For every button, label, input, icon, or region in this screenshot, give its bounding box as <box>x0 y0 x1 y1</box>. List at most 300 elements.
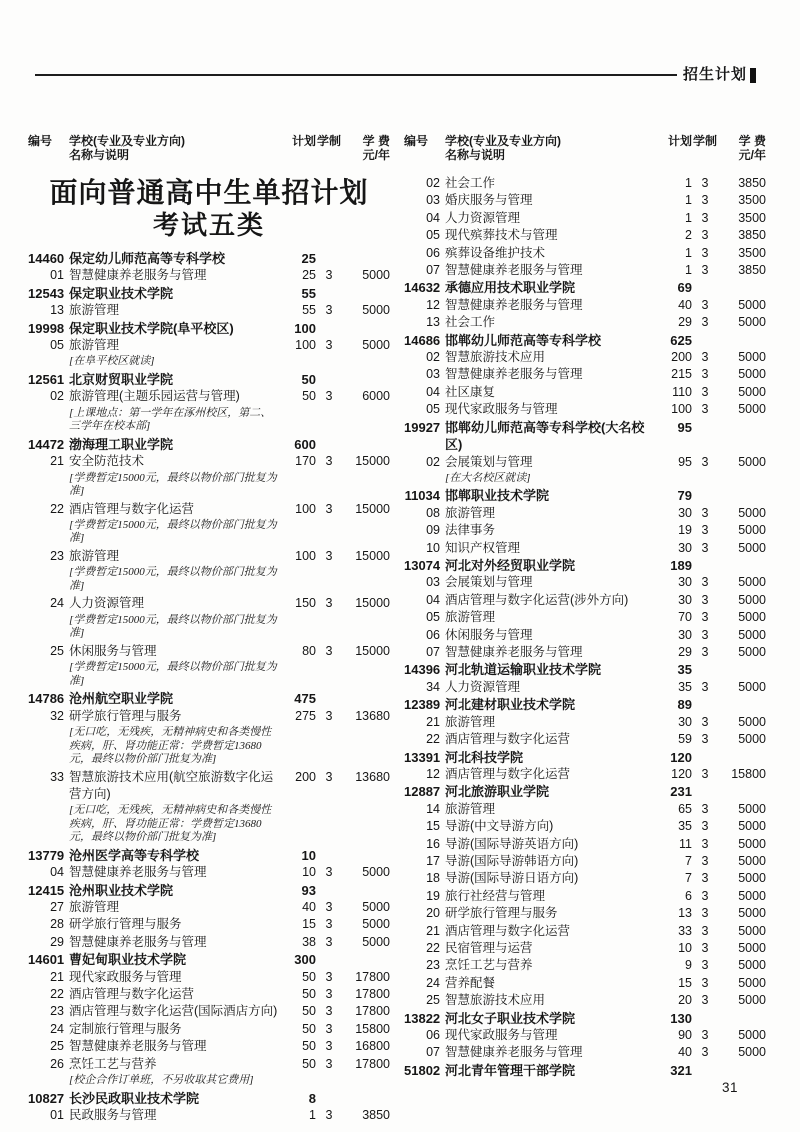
major-name <box>440 349 658 366</box>
years-value: 3 <box>701 732 709 747</box>
major-name <box>440 262 658 279</box>
name-text: 渤海理工职业学院 <box>69 436 174 452</box>
plan-value: 150 <box>295 596 316 611</box>
major-row <box>404 957 766 974</box>
major-name <box>440 818 658 835</box>
major-row <box>28 501 390 548</box>
major-code: 29 <box>50 934 64 949</box>
section-title-line1: 面向普通高中生单招计划 <box>49 178 369 209</box>
rows-right <box>404 175 766 1079</box>
major-name <box>440 644 658 661</box>
years-value: 3 <box>325 454 333 469</box>
major-code: 02 <box>426 176 440 190</box>
plan-value: 35 <box>677 662 692 678</box>
school-row <box>404 419 766 454</box>
major-row <box>404 714 766 731</box>
school-code: 12543 <box>28 285 65 301</box>
fee-value: 5000 <box>738 975 766 990</box>
years-value: 3 <box>701 1028 709 1042</box>
major-row <box>404 175 766 192</box>
fee-value: 3500 <box>738 193 766 208</box>
major-name <box>64 916 282 933</box>
note-line: [校企合作订单班，不另收取其它费用] <box>69 1074 254 1087</box>
school-name <box>440 1062 658 1079</box>
years-value: 3 <box>325 596 333 611</box>
major-row <box>404 836 766 853</box>
years-value: 3 <box>701 505 709 520</box>
name-text: 烹饪工艺与营养 <box>445 958 533 973</box>
page-header <box>35 66 756 84</box>
major-code: 16 <box>426 836 440 851</box>
fee-value: 5000 <box>738 454 766 469</box>
major-name <box>64 643 282 690</box>
years-value: 3 <box>701 627 709 642</box>
plan-value: 8 <box>308 1090 316 1106</box>
name-text: 酒店管理与数字化运营 <box>445 923 571 938</box>
plan-value: 100 <box>295 548 316 563</box>
major-name <box>64 595 282 642</box>
plan-value: 7 <box>685 871 692 886</box>
school-name <box>64 250 282 267</box>
plan-value: 30 <box>678 540 692 555</box>
school-code: 12415 <box>28 882 65 898</box>
major-code: 24 <box>426 975 440 990</box>
school-name <box>440 557 658 574</box>
years-value: 3 <box>701 176 709 190</box>
name-text: 智慧旅游技术应用(航空旅游数字化运营方向) <box>69 769 274 801</box>
years-value: 3 <box>701 993 709 1008</box>
name-text: 旅游管理 <box>69 338 120 353</box>
major-name <box>440 384 658 401</box>
fee-value: 5000 <box>738 819 766 834</box>
years-value: 3 <box>325 1108 333 1122</box>
name-text: 旅游管理 <box>69 548 120 563</box>
plan-value: 15 <box>302 917 316 932</box>
major-code: 05 <box>426 228 440 243</box>
school-code: 13391 <box>404 749 441 765</box>
plan-value: 30 <box>678 627 692 642</box>
school-code: 12561 <box>28 371 65 387</box>
plan-value: 19 <box>678 523 692 538</box>
col-header-name <box>440 134 658 162</box>
years-value: 3 <box>701 819 709 834</box>
major-name <box>64 864 282 881</box>
major-name <box>440 975 658 992</box>
years-value: 3 <box>325 1039 333 1054</box>
school-row <box>28 436 390 453</box>
plan-value: 29 <box>678 645 692 660</box>
name-text: 北京财贸职业学院 <box>69 371 174 387</box>
major-code: 24 <box>50 596 64 611</box>
page-number: 31 <box>722 1080 739 1095</box>
fee-value: 5000 <box>738 836 766 851</box>
fee-value: 6000 <box>362 389 390 404</box>
fee-value: 5000 <box>738 732 766 747</box>
major-code: 04 <box>50 865 64 880</box>
major-code: 21 <box>50 969 64 984</box>
name-text: 休闲服务与管理 <box>69 643 157 658</box>
major-code: 24 <box>50 1021 64 1036</box>
plan-value: 100 <box>295 338 316 353</box>
major-name <box>440 992 658 1009</box>
school-row <box>404 557 766 574</box>
major-name <box>440 940 658 957</box>
name-text: 智慧健康养老服务与管理 <box>69 865 207 880</box>
major-name <box>64 1107 282 1124</box>
name-text: 现代家政服务与管理 <box>69 969 182 984</box>
name-text: 导游(国际导游韩语方向) <box>445 853 579 868</box>
fee-value: 5000 <box>738 315 766 330</box>
major-row <box>28 986 390 1003</box>
fee-value: 5000 <box>738 1028 766 1042</box>
major-name <box>64 267 282 284</box>
name-text: 曹妃甸职业技术学院 <box>69 952 187 968</box>
name-text: 酒店管理与数字化运营 <box>69 987 195 1002</box>
name-text: 河北旅游职业学院 <box>445 784 550 800</box>
name-text: 河北青年管理干部学院 <box>445 1062 576 1078</box>
major-code: 02 <box>426 350 440 365</box>
school-row <box>404 332 766 349</box>
years-value: 3 <box>701 523 709 538</box>
plan-value: 25 <box>301 251 316 266</box>
name-text: 承德应用技术职业学院 <box>445 280 576 296</box>
plan-value: 275 <box>295 708 316 723</box>
major-code: 08 <box>426 505 440 520</box>
name-text: 定制旅行管理与服务 <box>69 1021 182 1036</box>
plan-value: 110 <box>672 384 692 399</box>
plan-value: 30 <box>678 592 692 607</box>
major-code: 04 <box>426 210 440 225</box>
name-text: 酒店管理与数字化运营 <box>69 501 195 516</box>
name-text: 导游(国际导游英语方向) <box>445 836 579 851</box>
school-row <box>28 1090 390 1107</box>
fee-value: 5000 <box>738 714 766 729</box>
school-row <box>404 783 766 800</box>
major-name <box>440 957 658 974</box>
school-row <box>404 279 766 296</box>
plan-value: 1 <box>685 263 692 278</box>
years-value: 3 <box>325 548 333 563</box>
fee-value: 17800 <box>355 987 390 1002</box>
school-row <box>404 1010 766 1027</box>
header-label: 招生计划 <box>682 66 747 83</box>
col-header-fee <box>718 134 766 162</box>
fee-value: 15800 <box>731 766 766 781</box>
major-row <box>404 818 766 835</box>
plan-value: 50 <box>302 1039 316 1054</box>
fee-value: 5000 <box>738 627 766 642</box>
name-text: 研学旅行管理与服务 <box>69 708 182 723</box>
years-value: 3 <box>701 871 709 886</box>
major-code: 25 <box>50 1039 64 1054</box>
fee-value: 5000 <box>738 940 766 955</box>
major-row <box>404 923 766 940</box>
two-column-layout <box>28 130 767 1124</box>
school-name <box>64 285 282 302</box>
col-header-years: 学制 <box>692 134 717 148</box>
years-value: 3 <box>701 645 709 660</box>
name-text: 智慧健康养老服务与管理 <box>445 297 583 312</box>
major-code: 27 <box>50 900 64 915</box>
major-name <box>64 934 282 951</box>
fee-value: 5000 <box>738 350 766 365</box>
major-code: 09 <box>426 523 440 538</box>
name-text: 人力资源管理 <box>445 210 521 225</box>
school-code: 13779 <box>28 847 65 863</box>
major-name <box>64 969 282 986</box>
school-name <box>440 487 658 504</box>
major-name <box>64 1056 282 1090</box>
major-row <box>28 453 390 500</box>
years-value: 3 <box>701 210 709 225</box>
years-value: 3 <box>701 297 709 312</box>
years-value: 3 <box>701 263 709 278</box>
major-code: 04 <box>426 384 440 399</box>
years-value: 3 <box>325 865 333 880</box>
school-row <box>28 371 390 388</box>
major-code: 03 <box>426 193 440 208</box>
plan-value: 33 <box>678 923 692 938</box>
school-row <box>28 882 390 899</box>
fee-value: 15000 <box>355 548 390 563</box>
major-name <box>440 609 658 626</box>
years-value: 3 <box>325 934 333 949</box>
plan-value: 20 <box>678 993 692 1008</box>
years-value: 3 <box>701 350 709 365</box>
years-value: 3 <box>701 958 709 973</box>
major-row <box>404 975 766 992</box>
major-name <box>440 731 658 748</box>
major-name <box>440 801 658 818</box>
name-text: 保定幼儿师范高等专科学校 <box>69 251 226 266</box>
plan-value: 50 <box>302 1056 316 1071</box>
major-row <box>28 643 390 690</box>
plan-value: 600 <box>294 436 316 452</box>
school-name <box>64 882 282 899</box>
name-text: 智慧健康养老服务与管理 <box>445 367 583 382</box>
major-name <box>64 986 282 1003</box>
major-row <box>404 627 766 644</box>
fee-value: 5000 <box>362 303 390 318</box>
years-value: 3 <box>701 836 709 851</box>
name-text: 烹饪工艺与营养 <box>69 1056 157 1071</box>
major-code: 07 <box>426 1045 440 1060</box>
school-name <box>440 749 658 766</box>
major-name <box>440 366 658 383</box>
fee-value: 17800 <box>355 1004 390 1019</box>
major-name <box>440 540 658 557</box>
name-text: 导游(中文导游方向) <box>445 819 554 834</box>
plan-value: 6 <box>685 888 692 903</box>
name-text: 旅游管理 <box>445 714 496 729</box>
rows-left <box>28 250 390 1124</box>
plan-value: 89 <box>677 697 692 713</box>
plan-value: 625 <box>670 332 692 348</box>
fee-value: 5000 <box>738 505 766 520</box>
col-header-name-line1: 学校(专业及专业方向) <box>69 134 185 148</box>
fee-value: 5000 <box>738 402 766 417</box>
name-text: 河北轨道运输职业技术学院 <box>445 662 602 678</box>
major-row <box>404 192 766 209</box>
note-line: [在阜平校区就读] <box>69 355 155 368</box>
name-text: 现代殡葬技术与管理 <box>445 228 558 243</box>
plan-value: 1 <box>685 193 692 208</box>
years-value: 3 <box>701 1045 709 1060</box>
years-value: 3 <box>325 1021 333 1036</box>
fee-value: 15000 <box>355 643 390 658</box>
name-text: 智慧旅游技术应用 <box>445 993 546 1008</box>
major-code: 21 <box>50 454 64 469</box>
school-row <box>404 661 766 678</box>
plan-value: 59 <box>678 732 692 747</box>
major-code: 13 <box>426 315 440 330</box>
school-code: 14472 <box>28 436 65 452</box>
major-code: 22 <box>426 732 440 747</box>
fee-value: 5000 <box>362 865 390 880</box>
major-row <box>404 522 766 539</box>
years-value: 3 <box>325 643 333 658</box>
plan-value: 29 <box>678 315 692 330</box>
major-row <box>28 708 390 769</box>
name-text: 研学旅行管理与服务 <box>445 906 558 921</box>
plan-value: 100 <box>671 402 692 417</box>
major-name <box>64 769 282 847</box>
major-row <box>404 853 766 870</box>
plan-value: 100 <box>295 501 316 516</box>
major-code: 18 <box>426 871 440 886</box>
name-text: 安全防范技术 <box>69 454 145 469</box>
major-name <box>440 905 658 922</box>
years-value: 3 <box>325 969 333 984</box>
fee-value: 13680 <box>355 708 390 723</box>
school-name <box>64 847 282 864</box>
school-code: 14601 <box>28 952 65 968</box>
name-text: 保定职业技术学院 <box>69 285 174 301</box>
plan-value: 30 <box>678 505 692 520</box>
school-name <box>64 690 282 707</box>
years-value: 3 <box>701 940 709 955</box>
plan-value: 40 <box>678 297 692 312</box>
school-code: 14686 <box>404 332 441 348</box>
name-text: 现代家政服务与管理 <box>445 1028 558 1042</box>
school-name <box>440 783 658 800</box>
col-header-name <box>64 134 282 162</box>
name-text: 酒店管理与数字化运营 <box>445 766 571 781</box>
plan-value: 25 <box>302 268 316 283</box>
fee-value: 16800 <box>355 1039 390 1054</box>
plan-value: 30 <box>678 575 692 590</box>
col-header-years: 学制 <box>316 134 341 148</box>
note-line: [无口吃，无残疾，无精神病史和各类慢性疾病，肝、肾功能正常：学费暂定13680元，最终以物价部门批复为准] <box>69 726 272 765</box>
name-text: 旅游管理 <box>445 505 496 520</box>
years-value: 3 <box>325 1004 333 1019</box>
col-header-name-line2: 名称与说明 <box>69 148 130 162</box>
major-code: 13 <box>50 303 64 318</box>
major-row <box>404 262 766 279</box>
name-text: 酒店管理与数字化运营(涉外方向) <box>445 592 629 607</box>
years-value: 3 <box>701 367 709 382</box>
col-header-code: 编号 <box>28 134 53 148</box>
major-row <box>404 592 766 609</box>
name-text: 会展策划与管理 <box>445 454 533 469</box>
fee-value: 5000 <box>738 384 766 399</box>
major-name <box>64 1003 282 1020</box>
header-bar-icon <box>750 68 756 83</box>
major-row <box>404 1044 766 1061</box>
plan-value: 1 <box>685 245 692 260</box>
fee-value: 5000 <box>362 338 390 353</box>
plan-value: 130 <box>670 1010 692 1026</box>
plan-value: 120 <box>670 749 692 765</box>
name-text: 河北对外经贸职业学院 <box>445 558 576 574</box>
major-name <box>440 401 658 418</box>
major-code: 26 <box>50 1056 64 1071</box>
name-text: 旅游管理(主题乐园运营与管理) <box>69 389 240 404</box>
major-name <box>64 337 282 371</box>
years-value: 3 <box>325 987 333 1002</box>
plan-value: 35 <box>678 819 692 834</box>
major-row <box>404 210 766 227</box>
plan-value: 55 <box>302 303 316 318</box>
name-text: 导游(国际导游日语方向) <box>445 871 579 886</box>
years-value: 3 <box>701 193 709 208</box>
name-text: 河北女子职业技术学院 <box>445 1010 576 1026</box>
school-code: 14396 <box>404 662 441 678</box>
years-value: 3 <box>325 501 333 516</box>
major-row <box>404 992 766 1009</box>
school-name <box>440 279 658 296</box>
years-value: 3 <box>701 384 709 399</box>
school-code: 14786 <box>28 691 65 707</box>
fee-value: 5000 <box>362 934 390 949</box>
name-text: 智慧旅游技术应用 <box>445 350 546 365</box>
major-code: 20 <box>426 906 440 921</box>
plan-value: 70 <box>678 610 692 625</box>
plan-value: 30 <box>678 714 692 729</box>
school-name <box>64 436 282 453</box>
plan-value: 80 <box>302 643 316 658</box>
fee-value: 5000 <box>738 853 766 868</box>
major-name <box>440 522 658 539</box>
school-code: 13822 <box>404 1010 441 1026</box>
note-line: [学费暂定15000元，最终以物价部门批复为准] <box>69 661 277 687</box>
years-value: 3 <box>701 575 709 590</box>
school-row <box>404 696 766 713</box>
years-value: 3 <box>325 303 333 318</box>
fee-value: 15000 <box>355 501 390 516</box>
name-text: 旅游管理 <box>445 610 496 625</box>
plan-value: 9 <box>685 958 692 973</box>
years-value: 3 <box>325 708 333 723</box>
name-text: 河北科技学院 <box>445 749 524 765</box>
name-text: 智慧健康养老服务与管理 <box>69 934 207 949</box>
major-code: 32 <box>50 708 64 723</box>
major-name <box>440 1027 658 1044</box>
fee-value: 5000 <box>738 297 766 312</box>
major-row <box>28 302 390 319</box>
note-line: [上课地点：第一学年在涿州校区，第二、三学年在校本部] <box>69 406 272 433</box>
fee-value: 5000 <box>738 610 766 625</box>
major-name <box>440 245 658 262</box>
plan-value: 200 <box>671 350 692 365</box>
major-code: 25 <box>50 643 64 658</box>
name-text: 知识产权管理 <box>445 540 521 555</box>
note-line: [学费暂定15000元，最终以物价部门批复为准] <box>69 518 277 545</box>
fee-value: 5000 <box>738 645 766 660</box>
major-name <box>64 708 282 769</box>
header-rule <box>35 74 677 76</box>
school-row <box>28 847 390 864</box>
